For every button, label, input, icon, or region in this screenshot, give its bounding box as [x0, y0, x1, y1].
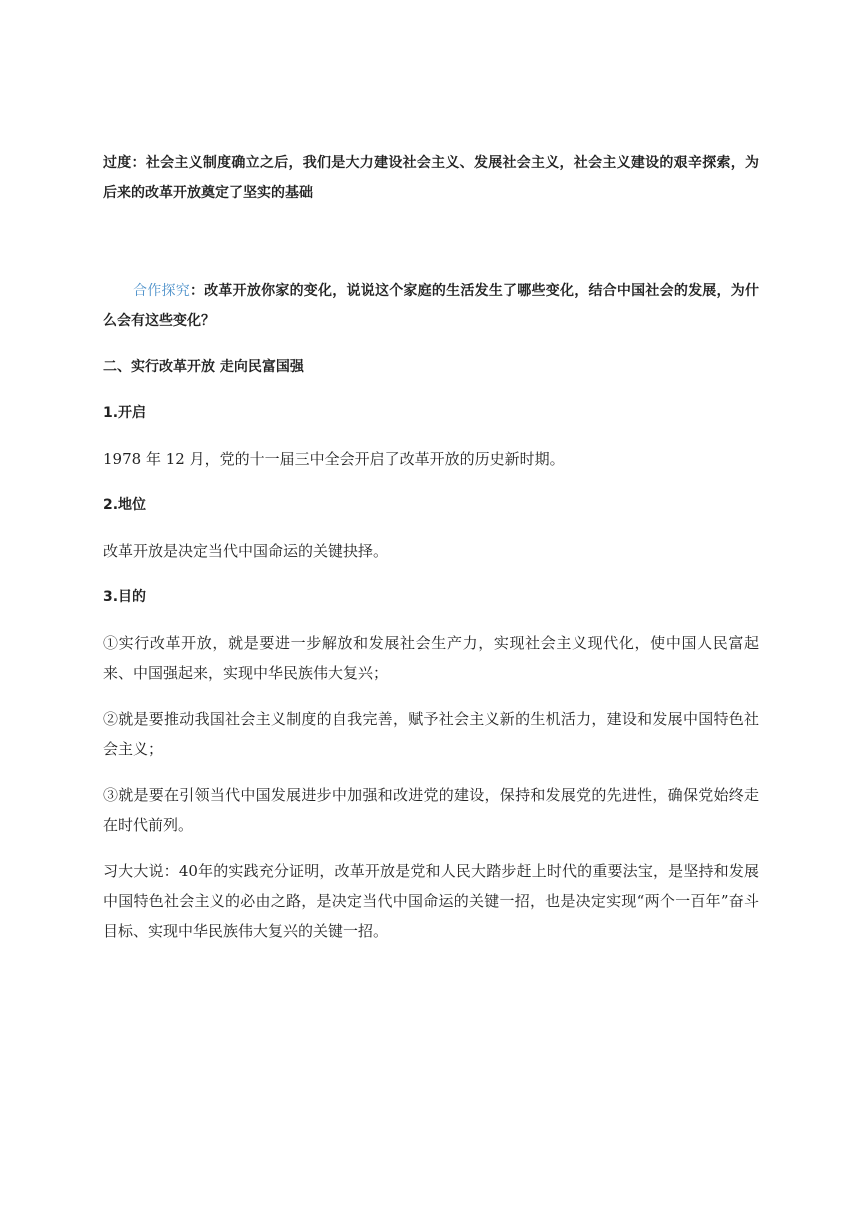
- quote-paragraph: 习大大说：40年的实践充分证明，改革开放是党和人民大踏步赶上时代的重要法宝，是坚持和发展中国特色社会主义的必由之路，是决定当代中国命运的关键一招，也是决定实现“两个一百年”奋斗目标、实现中华民族伟大复兴的关键一招。: [103, 862, 759, 940]
- item-paragraph-2: 改革开放是决定当代中国命运的关键抉择。: [103, 542, 389, 560]
- purpose-paragraph-3: ③就是要在引领当代中国发展进步中加强和改进党的建设，保持和发展党的先进性，确保党始终走在时代前列。: [103, 786, 759, 834]
- document-page: [103, 148, 759, 946]
- purpose-paragraph-2: ②就是要推动我国社会主义制度的自我完善，赋予社会主义新的生机活力，建设和发展中国特色社会主义；: [103, 710, 759, 758]
- purpose-paragraph-1: ①实行改革开放，就是要进一步解放和发展社会生产力，实现社会主义现代化，使中国人民富起来、中国强起来，实现中华民族伟大复兴；: [103, 634, 759, 682]
- item-heading-2: 2.地位: [103, 497, 147, 513]
- item-heading-1: 1.开启: [103, 405, 147, 421]
- item-paragraph-1: 1978 年 12 月，党的十一届三中全会开启了改革开放的历史新时期。: [103, 450, 565, 468]
- transition-label: 过度：: [103, 155, 146, 171]
- cooperation-label: 合作探究: [133, 283, 190, 299]
- item-heading-3: 3.目的: [103, 589, 147, 605]
- transition-paragraph: [103, 148, 759, 208]
- section-title: 二、实行改革开放 走向民富国强: [103, 359, 304, 375]
- cooperation-text: ：改革开放你家的变化，说说这个家庭的生活发生了哪些变化，结合中国社会的发展，为什么会有这些变化？: [103, 283, 760, 329]
- cooperation-paragraph: [103, 276, 759, 336]
- transition-text: 社会主义制度确立之后，我们是大力建设社会主义、发展社会主义，社会主义建设的艰辛探索，为后来的改革开放奠定了坚实的基础: [103, 155, 760, 201]
